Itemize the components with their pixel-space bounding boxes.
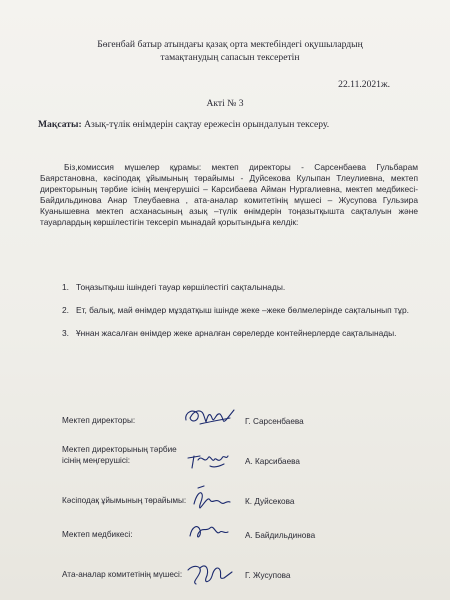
item-text: Ет, балық, май өнімдер мұздатқыш ішінде жеке –жеке бөлмелерінде сақталынып тұр. (76, 305, 409, 315)
handwritten-signature (180, 556, 240, 586)
signature-role: Мектеп директорының тәрбие ісінің меңгерушісі: (62, 445, 177, 465)
signature-role: Мектеп медбикесі: (62, 530, 133, 539)
act-title: Акті № 3 (206, 98, 244, 109)
signature-role: Кәсіподақ ұйымының төрайымы: (62, 496, 187, 505)
signature-row-deputy (62, 434, 392, 468)
signatory-name: А. Байдильдинова (245, 531, 316, 540)
purpose-text: Азық-түлік өнімдерін сақтау ережесін орындалуын тексеру. (84, 119, 330, 130)
handwritten-signature (180, 442, 240, 472)
item-text: Тоңазытқыш ішіндегі тауар көршілестігі сақталынады. (76, 282, 286, 292)
item-number: 1. (62, 282, 69, 292)
signature-row-union-chair (62, 474, 392, 508)
signature-role: Ата-аналар комитетінің мүшесі: (62, 570, 183, 579)
signatory-name: А. Карсибаева (245, 457, 300, 466)
title-line-1: Бөгенбай батыр атындағы қазақ орта мектебіндегі оқушылардың (97, 39, 363, 50)
handwritten-signature (180, 402, 240, 432)
signature-row-parent-committee (62, 546, 392, 582)
item-number: 2. (62, 305, 69, 315)
purpose-line (38, 119, 329, 130)
list-item (62, 305, 420, 316)
list-item (62, 328, 420, 339)
signature-row-director (62, 398, 392, 428)
handwritten-signature (180, 482, 240, 512)
signatory-name: К. Дуйсекова (245, 497, 295, 506)
findings-list (62, 282, 420, 351)
handwritten-signature (180, 516, 240, 546)
title-line-2: тамақтанудың сапасын тексеретін (160, 52, 300, 63)
signatory-name: Г. Сарсенбаева (245, 417, 304, 426)
item-text: Ұннан жасалған өнімдер жеке арналған сөрелерде контейнерлерде сақталынады. (76, 328, 397, 338)
document-title (40, 38, 420, 64)
document-date: 22.11.2021ж. (338, 79, 390, 90)
item-number: 3. (62, 328, 69, 338)
purpose-label: Мақсаты: (38, 119, 82, 130)
signature-role: Мектеп директоры: (62, 416, 136, 425)
commission-paragraph: Біз,комиссия мүшелер құрамы: мектеп директоры - Сарсенбаева Гульбарам Баярстановна, кәсіподақ ұйымының төрайымы - Дуйсекова Кулыпан Тлеулиевна, мектеп директорының тәрбие ісінің меңгерушісі – Карсибаева Айман Нургалиевна, мектеп медбикесі-Байдильдинова Анар Тлеубаевна , ата-аналар комитетінің мүшесі – Жусупова Гульзира Куанышевна мектеп асханасының азық –түлік өнімдерін тоңазытқышта сақталуын және тауарлардың көршілестігін тексеріп мынадай қорытындыға келдік: (40, 162, 418, 227)
signature-row-nurse (62, 512, 392, 542)
signatory-name: Г. Жусупова (245, 571, 291, 580)
list-item (62, 282, 420, 293)
